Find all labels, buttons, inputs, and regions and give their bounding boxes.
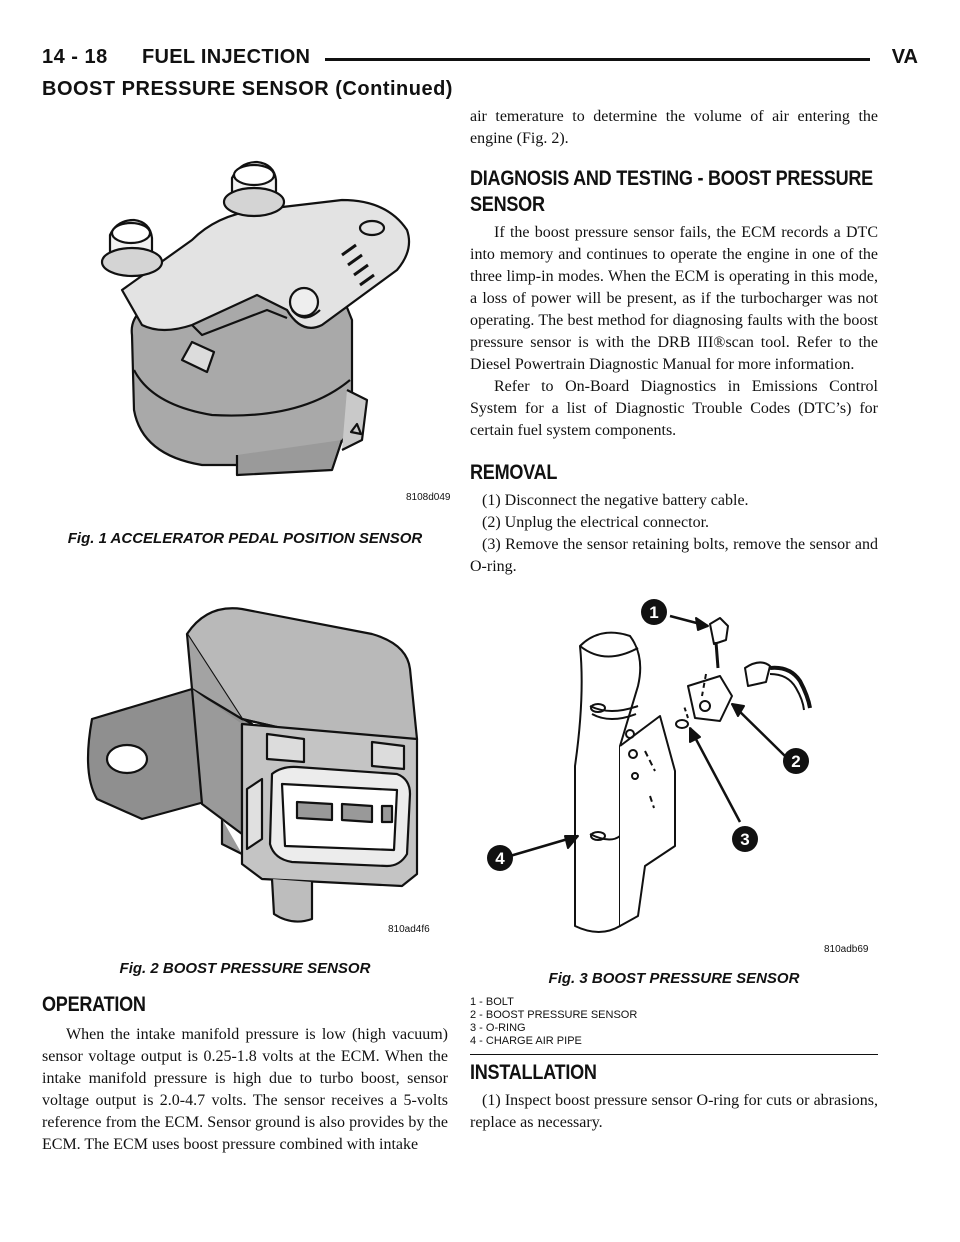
diagnosis-paragraph-1: If the boost pressure sensor fails, the ECM records a DTC into memory and continues to operate the engine in one of the three limp-in modes. When the ECM is operating in this mode, a loss of power will be present, as if the turbocharger was not operating. The best method for diagnosing faults with the boost pressure sensor is with the DRB III®scan tool. Refer to the Diesel Powertrain Diagnostic Manual for more information. <box>470 224 878 373</box>
figure-2 <box>42 574 448 1004</box>
callout-2 <box>783 748 809 774</box>
diagnosis-heading: DIAGNOSIS AND TESTING - BOOST PRESSURE SENSOR <box>470 167 873 216</box>
callout-1-label: 1 <box>649 603 659 622</box>
header-rule <box>325 58 870 61</box>
page-number: 14 - 18 <box>42 46 108 68</box>
callout-4-label: 4 <box>495 849 505 868</box>
callout-1 <box>641 599 667 625</box>
diagnosis-paragraph-2: Refer to On-Board Diagnostics in Emissions Control System for a list of Diagnostic Trouble Codes (DTC’s) for certain fuel system components. <box>470 378 878 439</box>
figure-3-code: 810adb69 <box>824 944 869 955</box>
figure-1 <box>42 120 451 550</box>
removal-step-1: (1) Disconnect the negative battery cable. <box>482 492 749 509</box>
callout-3 <box>732 826 758 852</box>
section-title: FUEL INJECTION <box>142 46 311 68</box>
boost-sensor-location-illustration <box>470 596 878 966</box>
legend-item: 3 - O-RING <box>470 1022 526 1034</box>
installation-step-1: (1) Inspect boost pressure sensor O-ring for cuts or abrasions, replace as necessary. <box>470 1092 878 1131</box>
right-column <box>470 106 878 1134</box>
figure-3-caption: Fig. 3 BOOST PRESSURE SENSOR <box>548 970 800 987</box>
figure-2-code: 810ad4f6 <box>388 924 430 935</box>
operation-text: When the intake manifold pressure is low (high vacuum) sensor voltage output is 0.25-1.8 volts at the ECM. When the intake manifold pressure is high due to turbo boost, sensor voltage output is 2.0-4.7 volts. The sensor receives a 5-volts reference from the ECM. Sensor ground is also provides by the ECM. The ECM uses boost pressure combined with intake <box>42 1026 448 1153</box>
boost-pressure-sensor-illustration <box>42 574 448 944</box>
figure-1-code: 8108d049 <box>406 492 451 503</box>
operation-heading: OPERATION <box>42 993 146 1016</box>
legend-item: 4 - CHARGE AIR PIPE <box>470 1035 582 1047</box>
legend-item: 1 - BOLT <box>470 996 514 1008</box>
legend-item: 2 - BOOST PRESSURE SENSOR <box>470 1009 638 1021</box>
left-column <box>42 120 451 1156</box>
accelerator-pedal-sensor-illustration <box>42 120 448 510</box>
figure-3 <box>470 596 878 1066</box>
figure-3-legend <box>470 996 637 1048</box>
removal-step-3: (3) Remove the sensor retaining bolts, remove the sensor and O-ring. <box>470 536 878 575</box>
figure-2-caption: Fig. 2 BOOST PRESSURE SENSOR <box>119 960 371 977</box>
legend-divider <box>470 1054 878 1055</box>
operation-continued-text: air temerature to determine the volume of air entering the engine (Fig. 2). <box>470 108 878 147</box>
page-header <box>42 46 918 74</box>
removal-heading: REMOVAL <box>470 461 558 484</box>
installation-heading: INSTALLATION <box>470 1061 597 1084</box>
figure-1-caption: Fig. 1 ACCELERATOR PEDAL POSITION SENSOR <box>67 530 423 547</box>
vehicle-code: VA <box>891 46 918 68</box>
callout-4 <box>487 845 513 871</box>
callout-2-label: 2 <box>791 752 801 771</box>
continued-title: BOOST PRESSURE SENSOR (Continued) <box>42 78 453 100</box>
removal-step-2: (2) Unplug the electrical connector. <box>482 514 710 531</box>
callout-3-label: 3 <box>740 830 750 849</box>
